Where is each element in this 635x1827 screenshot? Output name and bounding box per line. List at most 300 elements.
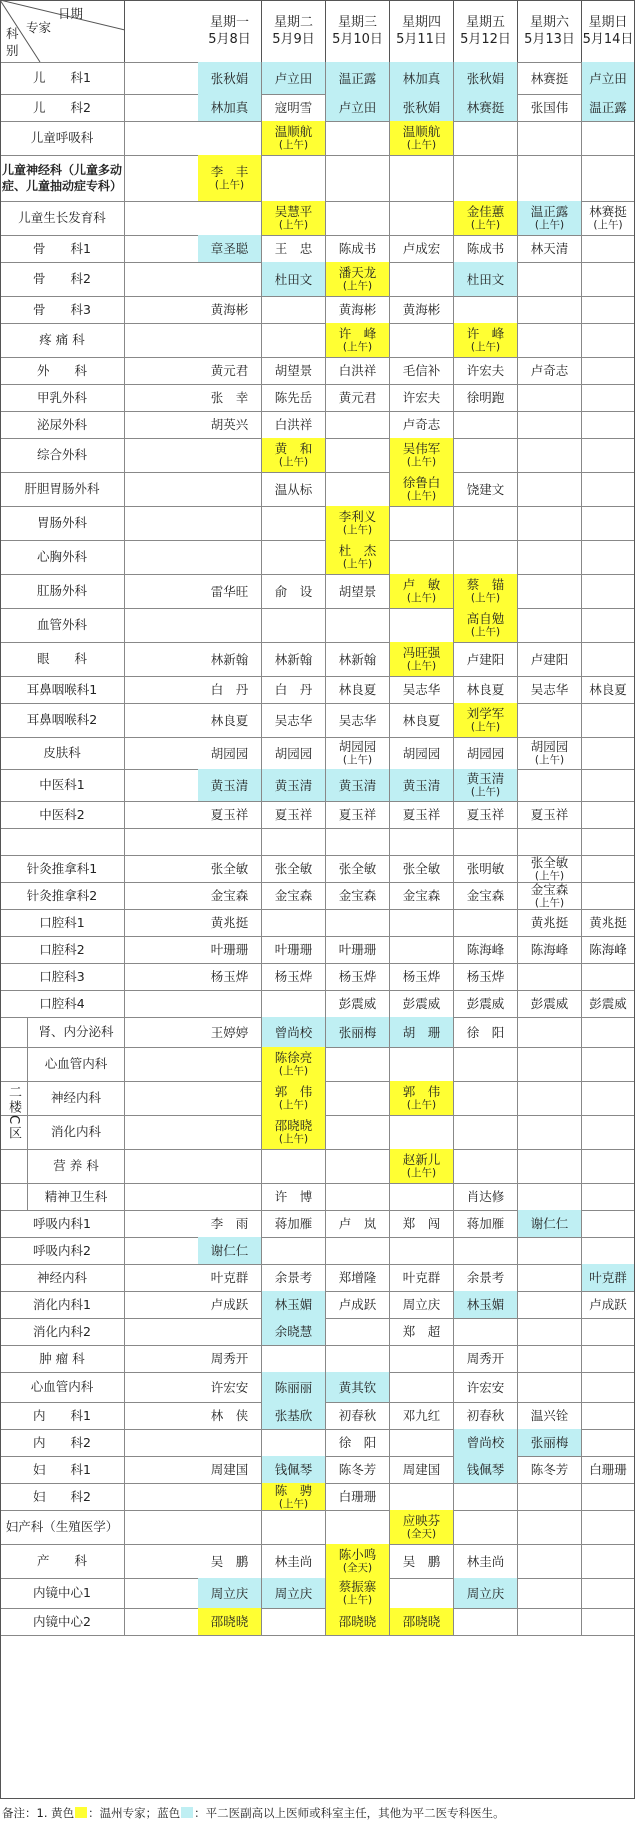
- schedule-cell: [262, 1608, 326, 1635]
- schedule-cell: [198, 1608, 262, 1635]
- schedule-cell: [390, 1081, 454, 1115]
- schedule-cell: [262, 1578, 326, 1608]
- session-label: (上午): [470, 786, 501, 798]
- doctor-name: 徐鲁白: [402, 475, 441, 490]
- schedule-cell: [518, 828, 582, 855]
- schedule-cell: [326, 963, 390, 990]
- schedule-cell: [582, 574, 635, 608]
- table-row: [0, 296, 635, 323]
- doctor-name: 胡园园: [274, 745, 313, 761]
- schedule-cell: [582, 737, 635, 769]
- department-name: 妇 科2: [0, 1483, 125, 1510]
- schedule-cell: [262, 1345, 326, 1372]
- schedule-cell: [262, 1149, 326, 1183]
- schedule-cell: [582, 909, 635, 936]
- session-label: (上午): [342, 558, 373, 570]
- schedule-cell: [262, 828, 326, 855]
- schedule-cell: [582, 411, 635, 438]
- table-row: [0, 1456, 635, 1483]
- schedule-cell: [518, 1081, 582, 1115]
- schedule-cell: [518, 411, 582, 438]
- doctor-name: 卢 岚: [338, 1216, 377, 1231]
- schedule-cell: [198, 676, 262, 703]
- schedule-cell: [262, 936, 326, 963]
- schedule-cell: [390, 1345, 454, 1372]
- doctor-name: 黄兆挺: [530, 915, 569, 930]
- doctor-name: 许 峰: [466, 326, 505, 341]
- schedule-cell: [390, 323, 454, 357]
- table-row: [0, 642, 635, 676]
- schedule-cell: [518, 296, 582, 323]
- doctor-name: 林天清: [530, 241, 569, 256]
- schedule-cell: [454, 1345, 518, 1372]
- schedule-cell: [518, 357, 582, 384]
- schedule-cell: [326, 155, 390, 201]
- doctor-name: 金宝森: [338, 888, 377, 903]
- schedule-cell: [518, 936, 582, 963]
- table-row: [0, 235, 635, 262]
- weekday-label: 星期四: [401, 15, 441, 30]
- session-label: (上午): [534, 754, 565, 766]
- schedule-cell: [198, 155, 262, 201]
- doctor-name: 张全敏: [530, 854, 569, 870]
- schedule-cell: [390, 1047, 454, 1081]
- schedule-cell: [198, 1578, 262, 1608]
- schedule-cell: [518, 1237, 582, 1264]
- schedule-cell: [454, 882, 518, 909]
- doctor-name: 卢立田: [589, 70, 627, 86]
- doctor-name: 林加真: [210, 100, 249, 115]
- doctor-name: 胡望景: [274, 363, 313, 378]
- session-label: (全天): [342, 1562, 373, 1574]
- schedule-cell: [582, 384, 635, 411]
- schedule-cell: [198, 94, 262, 121]
- session-label: (上午): [534, 896, 565, 909]
- doctor-name: 黄 和: [274, 441, 313, 456]
- schedule-cell: [390, 94, 454, 121]
- schedule-cell: [518, 540, 582, 574]
- schedule-cell: [582, 1210, 635, 1237]
- schedule-cell: [454, 1608, 518, 1635]
- schedule-cell: [390, 1429, 454, 1456]
- table-row: [0, 769, 635, 801]
- doctor-name: 王 忠: [274, 241, 313, 256]
- doctor-name: 林圭尚: [274, 1553, 313, 1569]
- schedule-cell: [518, 855, 582, 882]
- doctor-name: 卢成跃: [210, 1297, 249, 1312]
- doctor-name: 叶珊珊: [338, 942, 377, 957]
- schedule-cell: [582, 1345, 635, 1372]
- schedule-cell: [454, 574, 518, 608]
- doctor-name: 许宏安: [466, 1379, 505, 1395]
- schedule-cell: [454, 1291, 518, 1318]
- schedule-cell: [326, 990, 390, 1017]
- table-row: [0, 801, 635, 828]
- doctor-name: 赵新儿: [402, 1152, 441, 1167]
- doctor-name: 黄玉清: [402, 777, 441, 793]
- doctor-name: 叶珊珊: [274, 942, 313, 957]
- session-label: (上午): [342, 754, 373, 766]
- schedule-cell: [198, 296, 262, 323]
- schedule-cell: [262, 411, 326, 438]
- date-label: 5月13日: [524, 32, 575, 47]
- doctor-name: 初春秋: [338, 1408, 377, 1423]
- table-row: [0, 574, 635, 608]
- schedule-cell: [390, 357, 454, 384]
- session-label: (上午): [406, 456, 437, 468]
- doctor-name: 杨玉烨: [338, 969, 377, 984]
- schedule-cell: [518, 1372, 582, 1402]
- schedule-cell: [582, 963, 635, 990]
- doctor-name: 李 雨: [210, 1216, 249, 1231]
- schedule-cell: [326, 737, 390, 769]
- schedule-cell: [262, 1264, 326, 1291]
- schedule-cell: [326, 1115, 390, 1149]
- schedule-cell: [454, 801, 518, 828]
- schedule-cell: [454, 384, 518, 411]
- schedule-cell: [390, 472, 454, 506]
- doctor-name: 吴 鹏: [402, 1553, 441, 1569]
- doctor-name: 卢建阳: [530, 651, 569, 667]
- schedule-cell: [326, 1237, 390, 1264]
- department-name: 中医科1: [0, 769, 125, 801]
- schedule-cell: [390, 121, 454, 155]
- weekday-label: 星期二: [273, 15, 313, 30]
- weekday-label: 星期日: [588, 15, 628, 30]
- schedule-cell: [390, 540, 454, 574]
- schedule-cell: [326, 540, 390, 574]
- department-name: 针灸推拿科2: [0, 882, 125, 909]
- doctor-name: 金宝森: [530, 881, 569, 897]
- schedule-cell: [518, 1345, 582, 1372]
- doctor-name: 彭震威: [338, 996, 377, 1011]
- session-label: (上午): [406, 490, 437, 502]
- schedule-cell: [390, 262, 454, 296]
- schedule-cell: [262, 1183, 326, 1210]
- doctor-name: 黄海彬: [210, 302, 249, 317]
- schedule-cell: [390, 703, 454, 737]
- doctor-name: 郭 伟: [274, 1084, 313, 1099]
- doctor-name: 叶克群: [589, 1270, 627, 1285]
- schedule-cell: [454, 1544, 518, 1578]
- table-row: [0, 1578, 635, 1608]
- schedule-cell: [518, 703, 582, 737]
- header-corner: [0, 0, 125, 62]
- schedule-cell: [262, 642, 326, 676]
- doctor-name: 蒋加雁: [274, 1216, 313, 1231]
- schedule-cell: [390, 1578, 454, 1608]
- schedule-cell: [198, 1081, 262, 1115]
- schedule-cell: [454, 703, 518, 737]
- schedule-cell: [518, 262, 582, 296]
- schedule-cell: [454, 62, 518, 94]
- department-name: 消化内科: [28, 1115, 125, 1149]
- department-name: 胃肠外科: [0, 506, 125, 540]
- doctor-name: 邓九红: [402, 1408, 441, 1423]
- schedule-cell: [326, 909, 390, 936]
- schedule-cell: [262, 201, 326, 235]
- doctor-name: 吴志华: [338, 712, 377, 728]
- department-name: 口腔科4: [0, 990, 125, 1017]
- schedule-cell: [326, 1345, 390, 1372]
- schedule-cell: [198, 1483, 262, 1510]
- doctor-name: 林赛挺: [530, 70, 569, 86]
- schedule-cell: [390, 1115, 454, 1149]
- department-name: 骨 科1: [0, 235, 125, 262]
- doctor-name: 吴伟军: [402, 441, 441, 456]
- table-row: [0, 411, 635, 438]
- schedule-cell: [326, 296, 390, 323]
- department-name: 精神卫生科: [28, 1183, 125, 1210]
- schedule-cell: [262, 1544, 326, 1578]
- schedule-cell: [198, 1372, 262, 1402]
- schedule-cell: [454, 769, 518, 801]
- schedule-cell: [326, 882, 390, 909]
- department-name: 外 科: [0, 357, 125, 384]
- doctor-name: 温兴铨: [530, 1408, 569, 1423]
- schedule-cell: [390, 201, 454, 235]
- schedule-cell: [518, 1318, 582, 1345]
- doctor-name: 张全敏: [210, 861, 249, 876]
- schedule-cell: [454, 855, 518, 882]
- table-row: [0, 608, 635, 642]
- schedule-cell: [518, 1456, 582, 1483]
- table-row: [0, 1483, 635, 1510]
- date-label: 5月9日: [272, 32, 315, 47]
- schedule-cell: [454, 608, 518, 642]
- doctor-name: 卢 敏: [402, 577, 441, 592]
- doctor-name: 谢仁仁: [530, 1216, 569, 1231]
- doctor-name: 林新翰: [338, 651, 377, 667]
- department-name: 营 养 科: [28, 1149, 125, 1183]
- schedule-cell: [582, 1429, 635, 1456]
- note-yellow-text: ：温州专家；蓝色: [88, 1806, 181, 1820]
- schedule-cell: [326, 1544, 390, 1578]
- doctor-name: 林新翰: [210, 651, 249, 667]
- schedule-cell: [518, 384, 582, 411]
- schedule-cell: [262, 963, 326, 990]
- schedule-cell: [262, 1237, 326, 1264]
- doctor-name: 林玉媚: [466, 1297, 505, 1312]
- schedule-cell: [262, 909, 326, 936]
- schedule-cell: [454, 1183, 518, 1210]
- schedule-cell: [518, 121, 582, 155]
- doctor-name: 林良夏: [338, 682, 377, 697]
- schedule-cell: [262, 323, 326, 357]
- schedule-cell: [198, 201, 262, 235]
- doctor-name: 李 丰: [210, 164, 249, 179]
- schedule-cell: [262, 357, 326, 384]
- doctor-name: 林新翰: [274, 651, 313, 667]
- table-row: [0, 506, 635, 540]
- doctor-name: 温正露: [530, 204, 569, 219]
- department-name: 呼吸内科2: [0, 1237, 125, 1264]
- doctor-name: 雷华旺: [210, 583, 249, 599]
- schedule-cell: [582, 94, 635, 121]
- department-name: 耳鼻咽喉科1: [0, 676, 125, 703]
- schedule-cell: [582, 201, 635, 235]
- schedule-cell: [326, 94, 390, 121]
- schedule-cell: [454, 1264, 518, 1291]
- doctor-name: 章圣聪: [210, 241, 249, 256]
- department-name: 甲乳外科: [0, 384, 125, 411]
- doctor-name: 夏玉祥: [274, 807, 313, 822]
- schedule-cell: [518, 235, 582, 262]
- department-name: 骨 科3: [0, 296, 125, 323]
- day-header-3: [326, 0, 390, 62]
- schedule-cell: [454, 201, 518, 235]
- schedule-cell: [326, 1017, 390, 1047]
- schedule-cell: [582, 357, 635, 384]
- doctor-name: 胡园园: [210, 745, 249, 761]
- schedule-cell: [518, 1047, 582, 1081]
- table-row: [0, 1402, 635, 1429]
- department-name: 内镜中心1: [0, 1578, 125, 1608]
- schedule-cell: [518, 1544, 582, 1578]
- date-label: 5月11日: [396, 32, 447, 47]
- schedule-cell: [454, 1429, 518, 1456]
- schedule-cell: [390, 1544, 454, 1578]
- doctor-name: 陈冬芳: [338, 1462, 377, 1477]
- doctor-name: 陈丽丽: [274, 1379, 313, 1395]
- doctor-name: 彭震威: [466, 996, 505, 1011]
- weekday-label: 星期三: [337, 15, 377, 30]
- doctor-name: 刘学军: [466, 706, 505, 721]
- schedule-cell: [518, 323, 582, 357]
- schedule-cell: [454, 1149, 518, 1183]
- doctor-name: 陈成书: [466, 241, 505, 256]
- schedule-cell: [390, 1318, 454, 1345]
- doctor-name: 谢仁仁: [210, 1243, 249, 1258]
- doctor-name: 初春秋: [466, 1408, 505, 1423]
- schedule-cell: [198, 909, 262, 936]
- schedule-cell: [198, 1210, 262, 1237]
- schedule-cell: [390, 296, 454, 323]
- doctor-name: 黄玉清: [466, 771, 505, 786]
- schedule-cell: [262, 94, 326, 121]
- schedule-cell: [518, 1483, 582, 1510]
- table-row: [0, 703, 635, 737]
- schedule-cell: [518, 574, 582, 608]
- schedule-cell: [262, 1115, 326, 1149]
- doctor-name: 夏玉祥: [530, 807, 569, 822]
- schedule-cell: [390, 882, 454, 909]
- table-row: [0, 323, 635, 357]
- schedule-cell: [326, 121, 390, 155]
- department-name: 神经内科: [28, 1081, 125, 1115]
- doctor-name: 林良夏: [589, 682, 627, 697]
- schedule-cell: [582, 1081, 635, 1115]
- doctor-name: 白珊珊: [338, 1489, 377, 1504]
- schedule-cell: [518, 1291, 582, 1318]
- doctor-name: 胡英兴: [210, 417, 249, 432]
- table-row: [0, 540, 635, 574]
- doctor-name: 陈海峰: [589, 942, 627, 957]
- department-name: 泌尿外科: [0, 411, 125, 438]
- date-label: 5月12日: [460, 32, 511, 47]
- doctor-name: 吴 鹏: [210, 1553, 249, 1569]
- schedule-cell: [390, 801, 454, 828]
- doctor-name: 张全敏: [274, 861, 313, 876]
- day-header-7: [582, 0, 635, 62]
- corner-expert-label: 专家: [26, 20, 52, 35]
- schedule-cell: [198, 1237, 262, 1264]
- schedule-cell: [262, 472, 326, 506]
- schedule-cell: [198, 574, 262, 608]
- schedule-cell: [326, 1183, 390, 1210]
- schedule-cell: [454, 1372, 518, 1402]
- schedule-cell: [518, 1429, 582, 1456]
- doctor-name: 张 幸: [210, 390, 249, 405]
- schedule-cell: [326, 855, 390, 882]
- doctor-name: 陈海峰: [466, 942, 505, 957]
- schedule-cell: [198, 411, 262, 438]
- doctor-name: 夏玉祥: [466, 807, 505, 822]
- schedule-cell: [582, 801, 635, 828]
- schedule-cell: [262, 1047, 326, 1081]
- schedule-cell: [198, 703, 262, 737]
- session-label: (上午): [593, 219, 623, 231]
- doctor-name: 林加真: [402, 70, 441, 86]
- schedule-cell: [262, 1291, 326, 1318]
- schedule-cell: [390, 1456, 454, 1483]
- doctor-name: 杨玉烨: [466, 969, 505, 984]
- schedule-cell: [198, 1456, 262, 1483]
- table-header: [0, 0, 635, 62]
- schedule-cell: [198, 1291, 262, 1318]
- doctor-name: 黄兆挺: [589, 915, 627, 930]
- department-name: 儿童呼吸科: [0, 121, 125, 155]
- schedule-cell: [518, 438, 582, 472]
- doctor-name: 林玉媚: [274, 1297, 313, 1312]
- session-label: (上午): [278, 1099, 309, 1111]
- schedule-cell: [198, 1429, 262, 1456]
- schedule-cell: [326, 62, 390, 94]
- schedule-cell: [390, 963, 454, 990]
- schedule-cell: [198, 642, 262, 676]
- department-name: 皮肤科: [0, 737, 125, 769]
- schedule-cell: [390, 1608, 454, 1635]
- corner-date-label: 日期: [58, 6, 84, 21]
- department-name: 血管外科: [0, 608, 125, 642]
- session-label: (上午): [406, 1099, 437, 1111]
- doctor-name: 徐 阳: [338, 1435, 377, 1450]
- table-row: [0, 1047, 635, 1081]
- schedule-cell: [326, 676, 390, 703]
- schedule-cell: [390, 1291, 454, 1318]
- doctor-name: 张秋娟: [466, 70, 505, 86]
- schedule-cell: [390, 909, 454, 936]
- schedule-cell: [582, 296, 635, 323]
- day-header-2: [262, 0, 326, 62]
- doctor-name: 俞 设: [274, 583, 313, 599]
- session-label: (上午): [534, 219, 565, 231]
- session-label: (上午): [342, 1594, 373, 1606]
- doctor-name: 白 丹: [210, 682, 249, 697]
- table-row: [0, 201, 635, 235]
- doctor-name: 卢立田: [338, 100, 377, 115]
- table-row: [0, 1291, 635, 1318]
- schedule-cell: [454, 438, 518, 472]
- schedule-cell: [326, 1264, 390, 1291]
- schedule-cell: [518, 506, 582, 540]
- table-row: [0, 1237, 635, 1264]
- doctor-name: 邵晓晓: [338, 1614, 377, 1629]
- schedule-cell: [326, 1483, 390, 1510]
- doctor-name: 吴志华: [274, 712, 313, 728]
- schedule-cell: [582, 882, 635, 909]
- schedule-cell: [198, 235, 262, 262]
